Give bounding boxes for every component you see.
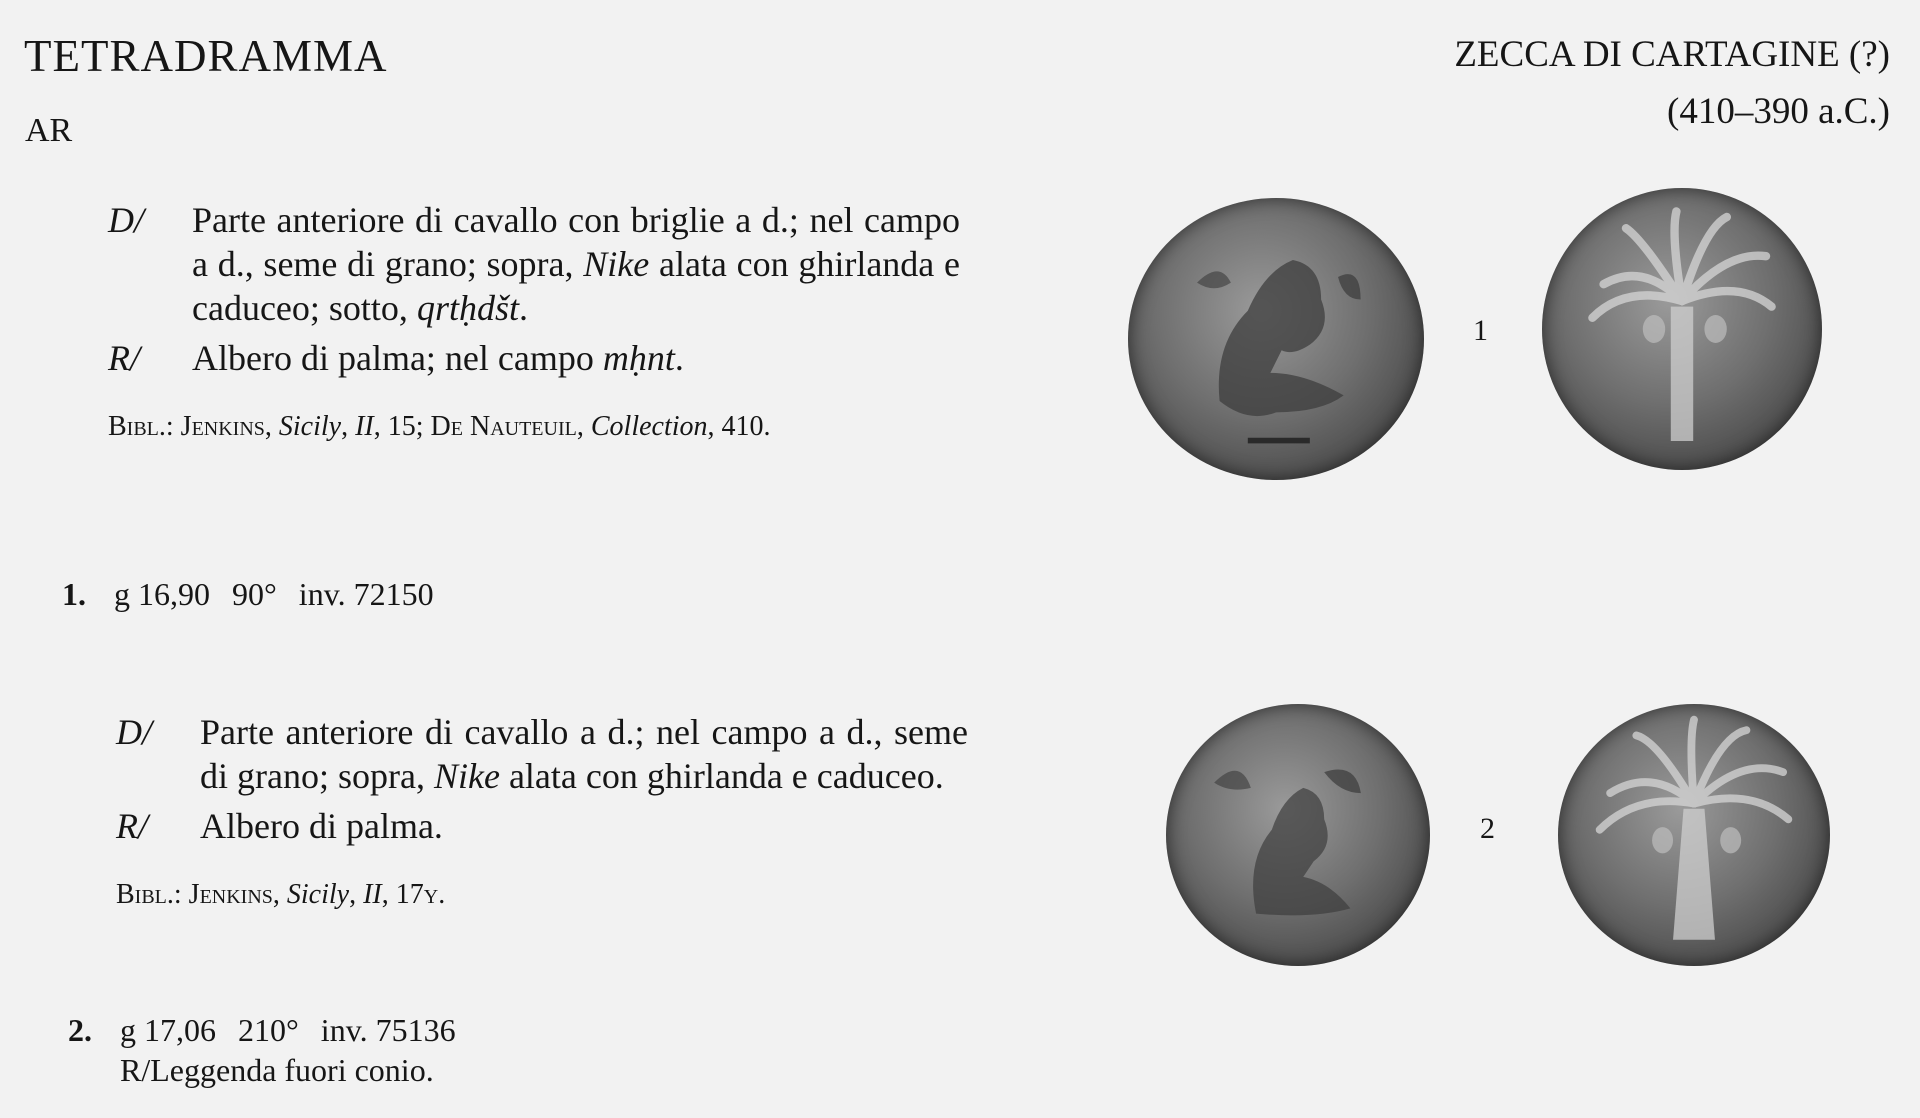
specimen-note: R/Leggenda fuori conio. bbox=[120, 1052, 434, 1088]
mint-header bbox=[1454, 26, 1890, 140]
page-title: TETRADRAMMA bbox=[24, 31, 388, 81]
mint-date: (410–390 a.C.) bbox=[1667, 91, 1890, 132]
reverse-label: R/ bbox=[108, 338, 140, 378]
obverse-description: D/ Parte anteriore di cavallo con briglie a d.; nel campo a d., seme di grano; sopra, Nike alata con ghirlanda e caduceo; sotto, qrtḥdšt. bbox=[108, 200, 960, 328]
palm-tree-icon bbox=[1558, 704, 1830, 966]
horse-protome-icon bbox=[1128, 198, 1424, 480]
coin-2-obverse-image bbox=[1166, 704, 1430, 966]
specimen-1: 1. g 16,90 90° inv. 72150 bbox=[62, 576, 434, 612]
plate-number-2: 2 bbox=[1480, 812, 1495, 845]
horse-protome-icon bbox=[1166, 704, 1430, 966]
obverse-label: D/ bbox=[108, 200, 144, 240]
bibliography: Bibl.: Jenkins, Sicily, II, 17y. bbox=[116, 879, 446, 910]
plate-number-1: 1 bbox=[1473, 314, 1488, 347]
reverse-label: R/ bbox=[116, 806, 148, 846]
obverse-label: D/ bbox=[116, 712, 152, 752]
reverse-description: R/ Albero di palma. bbox=[116, 806, 443, 846]
metal-label: AR bbox=[25, 112, 73, 149]
bibliography: Bibl.: Jenkins, Sicily, II, 15; De Nauteuil, Collection, 410. bbox=[108, 411, 771, 442]
coin-2-reverse-image bbox=[1558, 704, 1830, 966]
obverse-description: D/ Parte anteriore di cavallo a d.; nel campo a d., seme di grano; sopra, Nike alata con ghirlanda e caduceo. bbox=[116, 712, 968, 796]
entry-1-description bbox=[108, 198, 960, 446]
reverse-description: R/ Albero di palma; nel campo mḥnt. bbox=[108, 338, 684, 378]
entry-2-description bbox=[116, 710, 968, 914]
specimen-2: 2. g 17,06 210° inv. 75136 R/Leggenda fuori conio. bbox=[68, 1012, 456, 1088]
coin-1-obverse-image bbox=[1128, 198, 1424, 480]
coin-1-reverse-image bbox=[1542, 188, 1822, 470]
mint-name: ZECCA DI CARTAGINE (?) bbox=[1454, 34, 1890, 75]
palm-tree-icon bbox=[1542, 188, 1822, 470]
